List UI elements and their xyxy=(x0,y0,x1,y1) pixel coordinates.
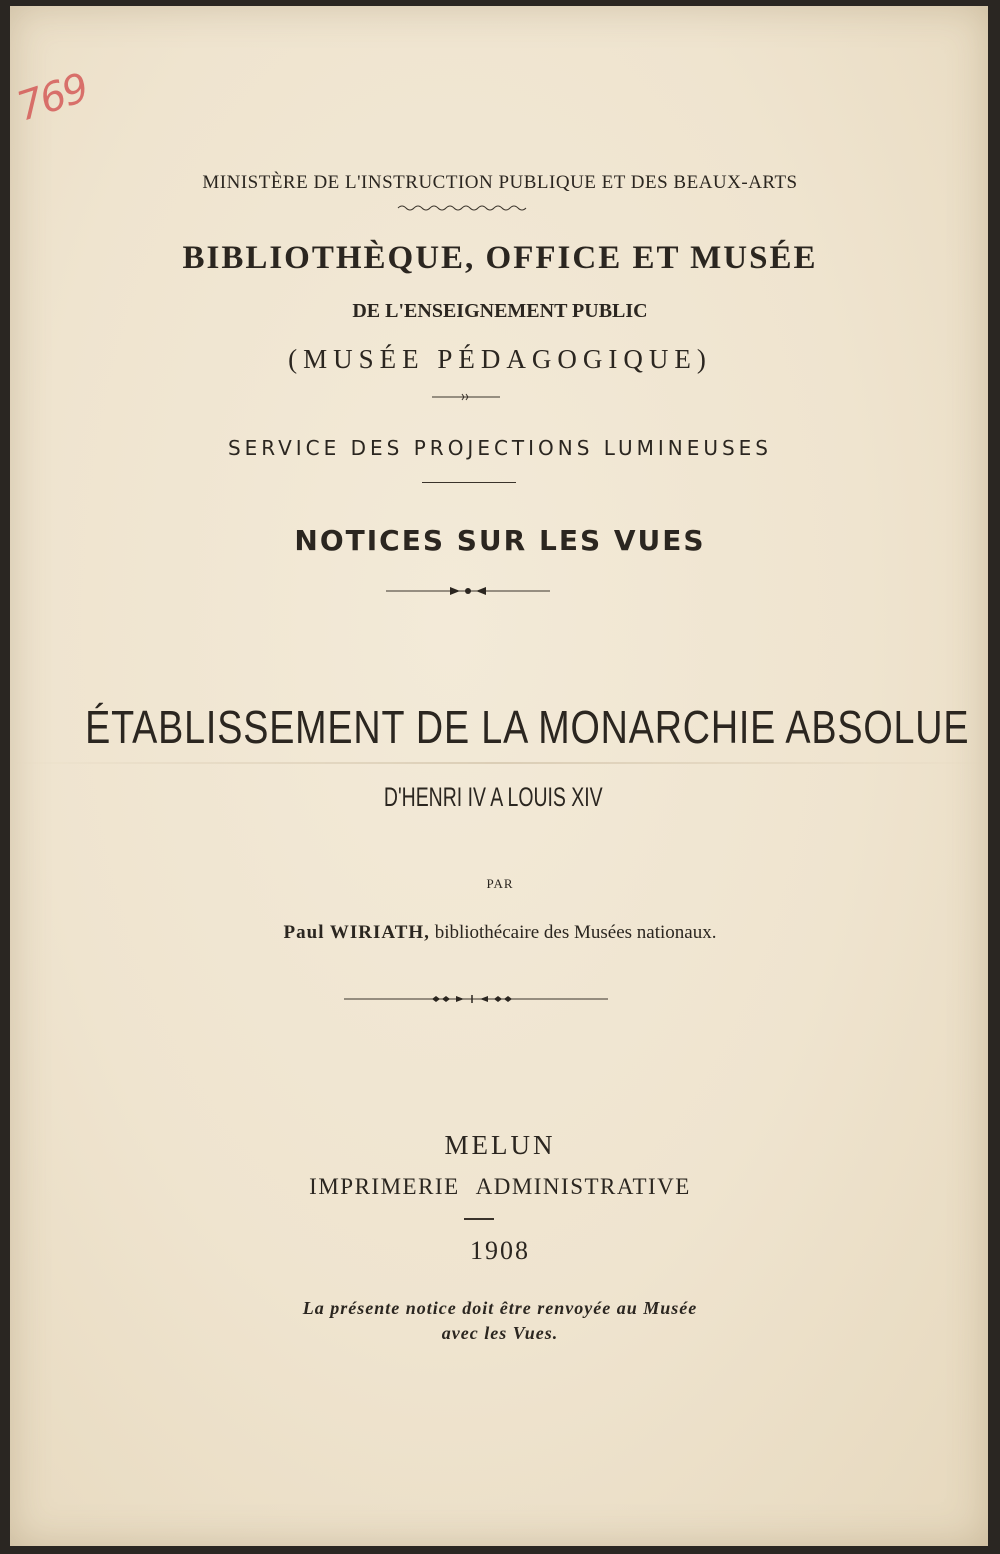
small-divider-ornament-icon xyxy=(432,392,500,402)
page-fold-line xyxy=(10,762,988,764)
ministry-heading: MINISTÈRE DE L'INSTRUCTION PUBLIQUE ET DES BEAUX-ARTS xyxy=(202,172,798,193)
service-heading: SERVICE DES PROJECTIONS LUMINEUSES xyxy=(227,436,773,460)
imprint-city: MELUN xyxy=(444,1130,556,1160)
divider-rule xyxy=(422,482,516,483)
author-name: Paul WIRIATH, xyxy=(283,922,430,943)
museum-name: (MUSÉE PÉDAGOGIQUE) xyxy=(288,344,712,374)
imprint-printer: IMPRIMERIE ADMINISTRATIVE xyxy=(309,1174,691,1199)
institution-subtitle: DE L'ENSEIGNEMENT PUBLIC xyxy=(352,300,648,322)
wave-ornament-icon xyxy=(396,203,530,213)
return-notice-line-2: avec les Vues. xyxy=(441,1323,559,1343)
by-label: PAR xyxy=(486,876,514,891)
inventory-number-text: 769 xyxy=(11,65,93,131)
work-title: ÉTABLISSEMENT DE LA MONARCHIE ABSOLUE xyxy=(85,701,970,753)
return-notice-line-1: La présente notice doit être renvoyée au Musée xyxy=(302,1298,698,1318)
imprint-year: 1908 xyxy=(470,1236,530,1265)
diamond-divider-ornament-icon xyxy=(386,584,550,598)
author-role: bibliothécaire des Musées nationaux. xyxy=(434,922,717,943)
institution-title: BIBLIOTHÈQUE, OFFICE ET MUSÉE xyxy=(182,240,818,276)
work-subtitle: D'HENRI IV A LOUIS XIV xyxy=(383,782,603,812)
return-notice xyxy=(0,1296,1000,1346)
imprint-rule xyxy=(464,1218,494,1220)
notices-heading: NOTICES SUR LES VUES xyxy=(294,524,706,557)
author-line xyxy=(0,922,1000,944)
long-divider-ornament-icon xyxy=(344,992,608,1006)
